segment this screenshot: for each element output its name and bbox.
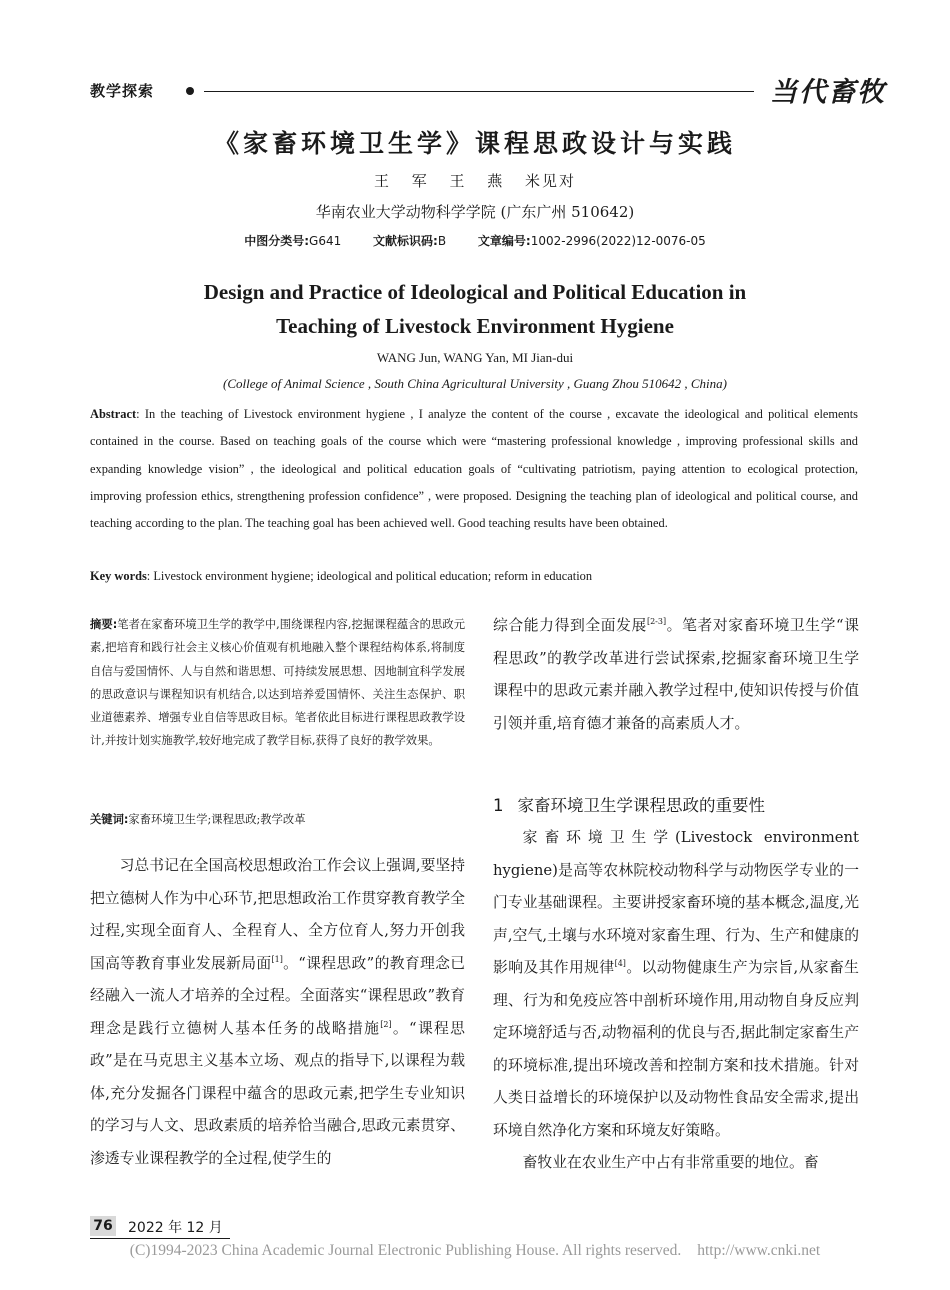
section-heading <box>493 792 859 816</box>
keywords-en <box>90 565 858 587</box>
page-number: 76 <box>90 1216 116 1236</box>
issue-date: 2022 年 12 月 <box>128 1220 223 1236</box>
body-right-continuation <box>493 610 859 740</box>
classification-line <box>0 232 950 249</box>
authors-zh: 王 军 王 燕 米见对 <box>373 172 577 190</box>
title-en-line1: Design and Practice of Ideological and Political Education in <box>203 280 747 304</box>
citation: [2] <box>380 1019 392 1029</box>
abstract-en <box>90 401 858 537</box>
title-en-line2: Teaching of Livestock Environment Hygiene <box>276 314 674 338</box>
journal-logo: 当代畜牧 <box>770 77 886 108</box>
footer-rule <box>90 1238 230 1239</box>
body-right-column <box>493 822 859 1180</box>
paragraph: 综合能力得到全面发展[2-3]。笔者对家畜环境卫生学“课程思政”的教学改革进行尝试探索,挖掘家畜环境卫生学课程中的思政元素并融入教学过程中,使知识传授与价值引领并重,培育德才兼备的高素质人才。 <box>493 617 859 732</box>
cnki-link[interactable]: http://www.cnki.net <box>697 1242 821 1259</box>
title-zh: 《家畜环境卫生学》课程思政设计与实践 <box>213 129 736 158</box>
authors-en: WANG Jun, WANG Yan, MI Jian-dui <box>376 350 574 365</box>
keywords-zh <box>90 810 465 830</box>
affiliation-en: (College of Animal Science , South China Agricultural University , Guang Zhou 510642 , China) <box>223 376 727 391</box>
paragraph: 畜牧业在农业生产中占有非常重要的地位。畜 <box>522 1154 819 1171</box>
citation: [2-3] <box>646 617 667 627</box>
abstract-zh <box>90 613 465 753</box>
header-rule <box>204 91 754 92</box>
bullet-dot <box>186 87 194 95</box>
body-left-column <box>90 850 465 1175</box>
citation: [1] <box>271 954 283 964</box>
section-number: 1 <box>493 796 504 815</box>
section-title: 家畜环境卫生学课程思政的重要性 <box>517 796 765 815</box>
copyright-text: (C)1994-2023 China Academic Journal Electronic Publishing House. All rights reserved. <box>129 1242 682 1259</box>
abstract-en-label: Abstract <box>90 407 137 421</box>
citation: [4] <box>614 959 626 969</box>
clc-number: 中图分类号:G641 <box>244 234 342 248</box>
paragraph: 家畜环境卫生学(Livestock environment hygiene)是高等农林院校动物科学与动物医学专业的一门专业基础课程。主要讲授家畜环境的基本概念,温度,光声,空气,土壤与水环境对家畜生理、行为、生产和健康的影响及其作用规律[4]。以动物健康生产为宗旨,从家畜生理、行为和免疫应答中剖析环境作用,用动物自身反应判定环境舒适与否,动物福利的优良与否,据此制定家畜生产的环境标准,提出环境改善和控制方案和技术措施。针对人类日益增长的环境保护以及动物性食品安全需求,提出环境自然净化方案和环境友好策略。 <box>493 829 859 1139</box>
affiliation-zh: 华南农业大学动物科学学院 (广东广州 510642) <box>315 203 635 221</box>
keywords-zh-label: 关键词: <box>90 813 129 826</box>
copyright-line <box>0 1242 950 1260</box>
keywords-zh-text: 家畜环境卫生学;课程思政;教学改革 <box>128 813 306 826</box>
keywords-en-label: Key words <box>90 569 147 583</box>
paragraph: 习总书记在全国高校思想政治工作会议上强调,要坚持把立德树人作为中心环节,把思想政治工作贯穿教育教学全过程,实现全面育人、全程育人、全方位育人,努力开创我国高等教育事业发展新局面[1]。“课程思政”的教育理念已经融入一流人才培养的全过程。全面落实“课程思政”教育理念是践行立德树人基本任务的战略措施[2]。“课程思政”是在马克思主义基本立场、观点的指导下,以课程为载体,充分发掘各门课程中蕴含的思政元素,把学生专业知识的学习与人文、思政素质的培养恰当融合,思政元素贯穿、渗透专业课程教学的全过程,使学生的 <box>90 857 465 1167</box>
article-number: 文章编号:1002-2996(2022)12-0076-05 <box>477 234 706 248</box>
section-label: 教学探索 <box>90 82 155 100</box>
abstract-zh-text: 笔者在家畜环境卫生学的教学中,围绕课程内容,挖掘课程蕴含的思政元素,把培育和践行社会主义核心价值观有机地融入整个课程结构体系,将制度自信与爱国情怀、人与自然和谐思想、可持续发展思想、因地制宜科学发展的思政意识与课程知识有机结合,以达到培养爱国情怀、关注生态保护、职业道德素养、增强专业自信等思政目标。笔者依此目标进行课程思政教学设计,并按计划实施教学,较好地完成了教学目标,获得了良好的教学效果。 <box>90 618 465 748</box>
abstract-en-text: : In the teaching of Livestock environment hygiene , I analyze the content of the course , excavate the ideological and political elements contained in the course. Based on teaching goals of the course which were “mastering professional knowledge , improving professional skills and expanding knowledge vision” , the ideological and political education goals of “cultivating patriotism, paying attention to ecological protection, improving profession ethics, strengthening profession confidence” , were proposed. Designing the teaching plan of ideological and political course, and teaching according to the plan. The teaching goal has been achieved well. Good teaching results have been obtained. <box>90 407 858 531</box>
abstract-zh-label: 摘要: <box>90 618 118 631</box>
keywords-en-text: : Livestock environment hygiene; ideological and political education; reform in education <box>146 569 593 583</box>
doc-code: 文献标识码:B <box>373 234 447 248</box>
